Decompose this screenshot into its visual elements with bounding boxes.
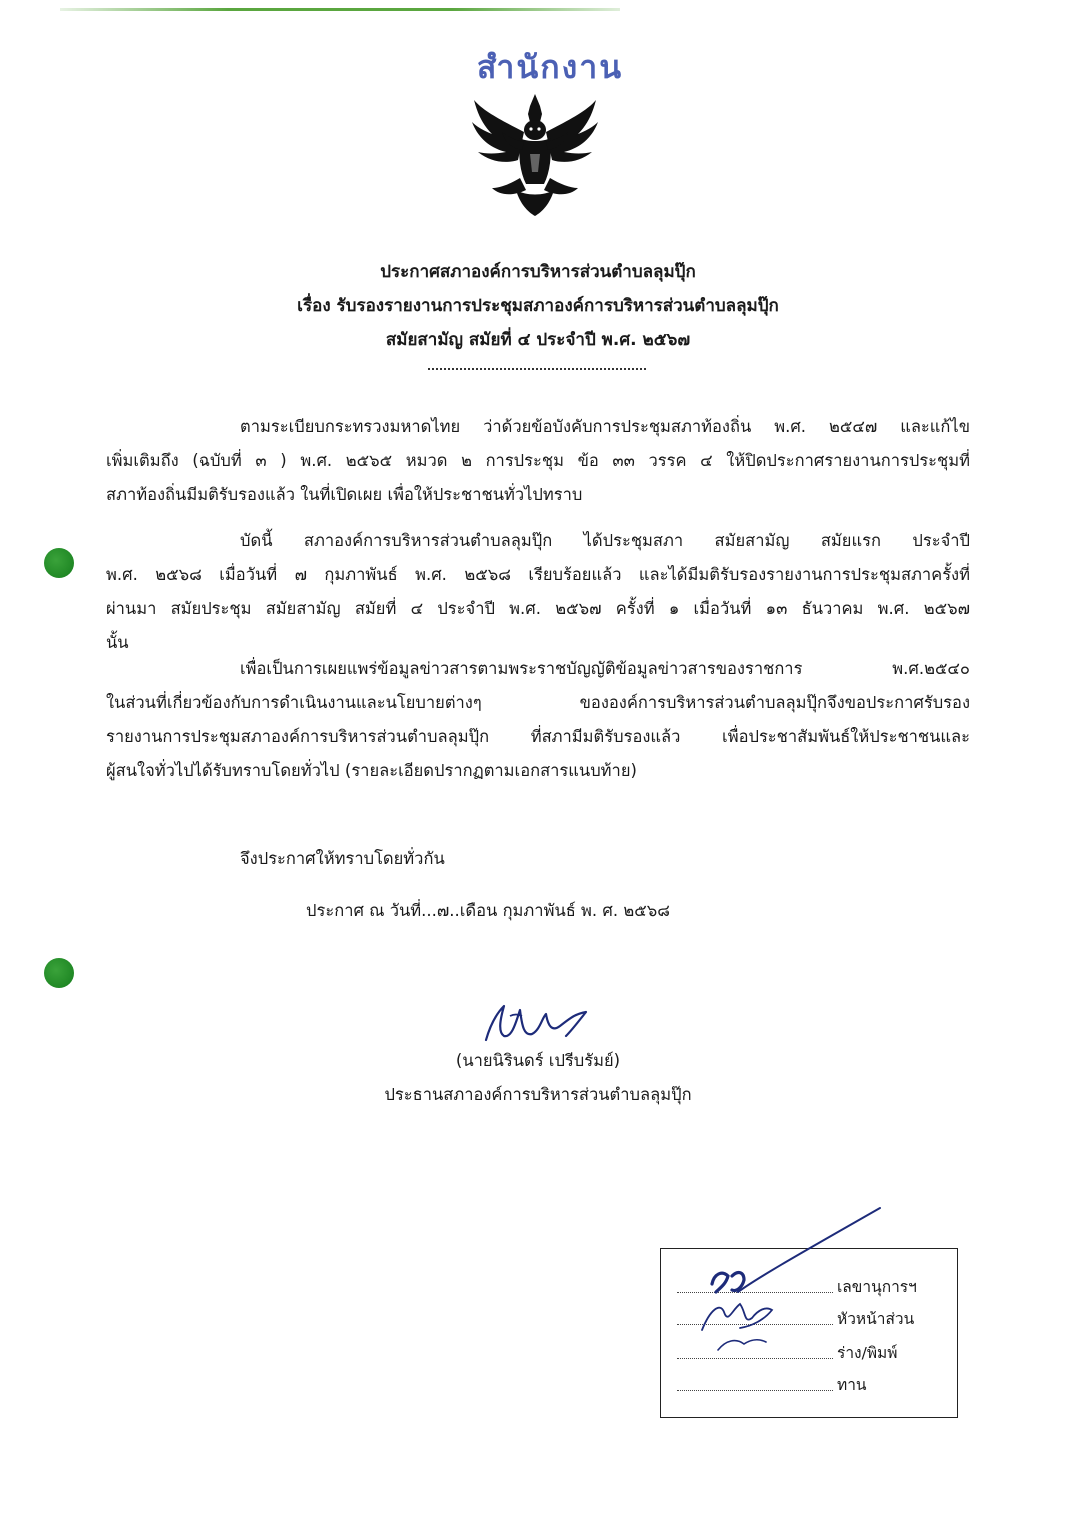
paragraph-meeting [106, 524, 970, 660]
approval-row [677, 1271, 947, 1301]
signatory-name: (นายนิรินดร์ เปรีบรัมย์) [455, 1051, 621, 1070]
signature-dots [677, 1324, 833, 1325]
header-title: ประกาศสภาองค์การบริหารส่วนตำบลลุมปุ๊ก [380, 262, 696, 282]
garuda-emblem-icon [470, 92, 600, 217]
approval-row [677, 1303, 947, 1333]
header-subject: เรื่อง รับรองรายงานการประชุมสภาองค์การบริหารส่วนตำบลลุมปุ๊ก [297, 296, 779, 316]
approval-row [677, 1337, 947, 1367]
office-stamp: สำนักงาน [476, 48, 624, 86]
paragraph-line: เพื่อเป็นการเผยแพร่ข้อมูลข่าวสารตามพระราชบัญญัติข้อมูลข่าวสารของราชการ พ.ศ.๒๕๔๐ [240, 659, 970, 678]
paragraph-line: บัดนี้ สภาองค์การบริหารส่วนตำบลลุมปุ๊ก ได้ประชุมสภา สมัยสามัญ สมัยแรก ประจำปี [240, 531, 970, 550]
signature-dots [677, 1292, 833, 1293]
paragraph-line: ผ่านมา สมัยประชุม สมัยสามัญ สมัยที่ ๔ ประจำปี พ.ศ. ๒๕๖๗ ครั้งที่ ๑ เมื่อวันที่ ๑๓ ธันวาคม พ.ศ. ๒๕๖๗ [106, 599, 970, 618]
paragraph-publication [106, 652, 970, 788]
approval-box [660, 1248, 958, 1418]
paragraph-line: ผู้สนใจทั่วไปได้รับทราบโดยทั่วไป (รายละเอียดปรากฏตามเอกสารแนบท้าย) [106, 761, 637, 780]
top-edge-line [60, 8, 620, 11]
signatory-position: ประธานสภาองค์การบริหารส่วนตำบลลุมปุ๊ก [384, 1085, 692, 1104]
paragraph-line: พ.ศ. ๒๕๖๘ เมื่อวันที่ ๗ กุมภาพันธ์ พ.ศ. ๒๕๖๘ เรียบร้อยแล้ว และได้มีมติรับรองรายงานการประชุมสภาครั้งที่ [106, 565, 970, 584]
paragraph-line: รายงานการประชุมสภาองค์การบริหารส่วนตำบลลุมปุ๊ก ที่สภามีมติรับรองแล้ว เพื่อประชาสัมพันธ์ให้ประชาชนและ [106, 727, 970, 746]
paragraph-line: สภาท้องถิ่นมีมติรับรองแล้ว ในที่เปิดเผย เพื่อให้ประชาชนทั่วไปทราบ [106, 485, 583, 504]
paragraph-line: ตามระเบียบกระทรวงมหาดไทย ว่าด้วยข้อบังคับการประชุมสภาท้องถิ่น พ.ศ. ๒๕๔๗ และแก้ไข [240, 417, 970, 436]
header-session: สมัยสามัญ สมัยที่ ๔ ประจำปี พ.ศ. ๒๕๖๗ [385, 330, 691, 350]
announcement-date: ประกาศ ณ วันที่...๗..เดือน กุมภาพันธ์ พ. ศ. ๒๕๖๘ [306, 901, 670, 920]
paragraph-line: นั้น [106, 633, 129, 652]
punch-hole-bottom [44, 958, 74, 988]
approval-label: ทาน [837, 1376, 867, 1394]
signature-dots [677, 1358, 833, 1359]
punch-hole-top [44, 548, 74, 578]
approval-label: เลขานุการฯ [837, 1278, 917, 1296]
handwritten-signature [470, 996, 600, 1048]
approval-label: หัวหน้าส่วน [837, 1310, 915, 1328]
closing-announcement: จึงประกาศให้ทราบโดยทั่วกัน [240, 849, 445, 868]
paragraph-regulation [106, 410, 970, 512]
header-divider [428, 368, 646, 370]
approval-label: ร่าง/พิมพ์ [837, 1344, 898, 1362]
paragraph-line: เพิ่มเติมถึง (ฉบับที่ ๓ ) พ.ศ. ๒๕๖๕ หมวด ๒ การประชุม ข้อ ๓๓ วรรค ๔ ให้ปิดประกาศรายงานการประชุมที่ [106, 451, 970, 470]
approval-row [677, 1369, 947, 1399]
signature-dots [677, 1390, 833, 1391]
paragraph-line: ในส่วนที่เกี่ยวข้องกับการดำเนินงานและนโยบายต่างๆ ขององค์การบริหารส่วนตำบลลุมปุ๊กจึงขอประกาศรับรอง [106, 693, 970, 712]
